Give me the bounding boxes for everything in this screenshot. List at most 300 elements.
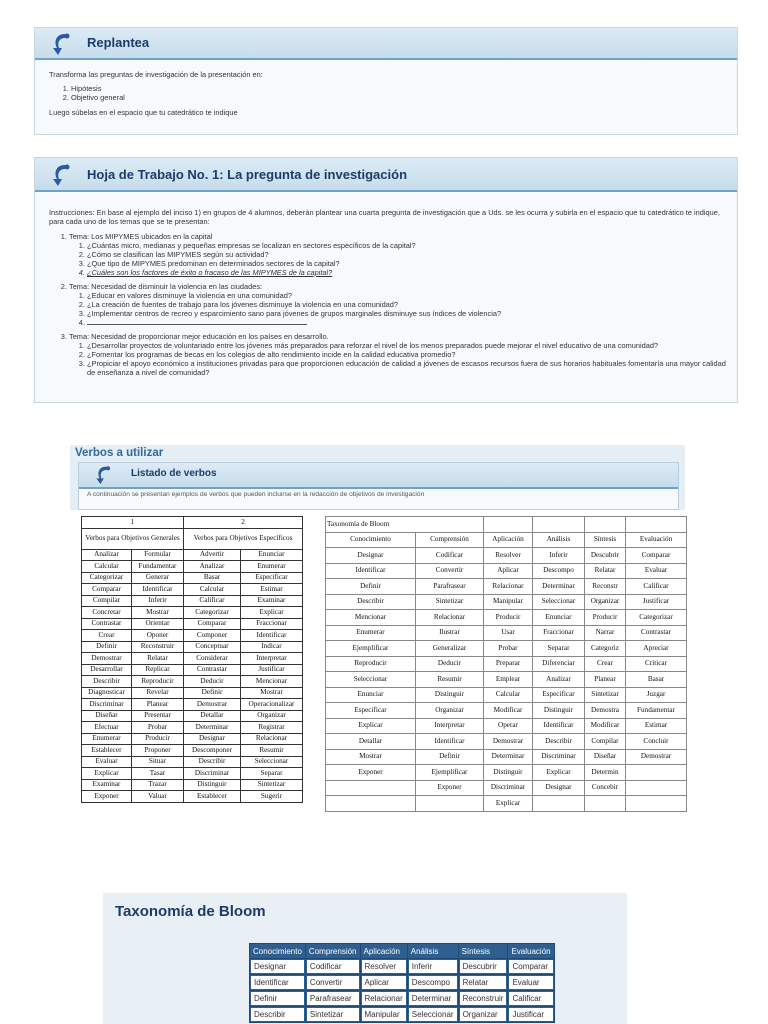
table-cell: Mostrar [326, 749, 416, 765]
table-cell: Descubrir [459, 959, 508, 974]
table-row [326, 532, 687, 548]
table-cell: Calcular [184, 584, 241, 596]
table-cell: Resumir [416, 672, 484, 688]
table-row [250, 1007, 554, 1022]
table-row [82, 791, 303, 803]
table-cell: Desarrollar [82, 664, 132, 676]
table-cell: Descompo [533, 563, 585, 579]
table-cell: Sintetizar [241, 779, 303, 791]
table-row [326, 672, 687, 688]
table-cell [626, 780, 687, 796]
table-cell: Examinar [82, 779, 132, 791]
table-row [82, 676, 303, 688]
table-cell: Detallar [184, 710, 241, 722]
column-header: Evaluación [508, 944, 553, 958]
table-row [326, 796, 687, 812]
table-cell: Seleccionar [408, 1007, 458, 1022]
table-cell: Determinar [484, 749, 533, 765]
table-cell: Explicar [533, 765, 585, 781]
table-cell: Enumerar [82, 733, 132, 745]
table-cell: Oponer [132, 630, 184, 642]
table-cell: Seleccionar [533, 594, 585, 610]
column-header: Análisis [533, 532, 585, 548]
table-row [82, 595, 303, 607]
table-cell: Especificar [326, 703, 416, 719]
table-row [326, 548, 687, 564]
table-row [82, 630, 303, 642]
pregunta-blank[interactable] [87, 318, 727, 327]
hoja-instructions: Instrucciones: En base al ejemplo del inciso 1) en grupos de 4 alumnos, deberán plantear una cuarta pregunta de investigación que a Uds. se les ocurra y subirla en el espacio que tu catedrático te indique, para cada uno de los temas que se te presentan: [49, 208, 720, 226]
table-row [82, 517, 303, 529]
listado-header [79, 463, 678, 489]
hoja-body [35, 192, 737, 402]
table-cell: Aplicar [361, 975, 407, 990]
table-cell: Sugerir [241, 791, 303, 803]
table-cell: Descomponer [184, 745, 241, 757]
table-cell: Descompo [408, 975, 458, 990]
column-header: Síntesis [459, 944, 508, 958]
table-cell: Distinguir [533, 703, 585, 719]
table-cell: Demostrar [82, 653, 132, 665]
table-cell: Exponer [416, 780, 484, 796]
table-row [82, 607, 303, 619]
table-row [326, 765, 687, 781]
lecture-icon [93, 464, 113, 486]
table-cell: Mostrar [132, 607, 184, 619]
table-cell: Determinar [408, 991, 458, 1006]
table-cell: Deducir [184, 676, 241, 688]
hoja-header [35, 158, 737, 192]
table-row [326, 563, 687, 579]
tema-label: Tema: Necesidad de proporcionar mejor educación en los países en desarrollo. [69, 332, 329, 341]
table-row [82, 572, 303, 584]
table-cell [416, 796, 484, 812]
table-cell: Describir [82, 676, 132, 688]
table-cell: Calificar [184, 595, 241, 607]
pregunta: 1. ¿Educar en valores disminuye la violencia en una comunidad? [87, 291, 727, 300]
table-cell: Contrastar [626, 625, 687, 641]
table-cell: Resolver [484, 548, 533, 564]
taxonomia-table [325, 516, 687, 812]
table-cell: Categorizar [626, 610, 687, 626]
table-cell: Exponer [326, 765, 416, 781]
table-row [82, 768, 303, 780]
table-cell: Definir [416, 749, 484, 765]
bloom-title: Taxonomía de Bloom [115, 903, 266, 920]
table-cell: Sintetizar [416, 594, 484, 610]
table-cell: Considerar [184, 653, 241, 665]
table-cell: Reproducir [132, 676, 184, 688]
replantea-item: 2. Objetivo general [71, 93, 727, 102]
table-row [82, 584, 303, 596]
table-cell: Mostrar [241, 687, 303, 699]
table-row [82, 687, 303, 699]
table-cell: Explicar [241, 607, 303, 619]
table-cell: Designar [533, 780, 585, 796]
bloom-table [249, 943, 555, 1023]
listado-title: Listado de verbos [131, 468, 217, 479]
table-cell: Calcular [82, 561, 132, 573]
bloom-section [103, 893, 627, 1024]
table-row [326, 734, 687, 750]
table-cell: Discriminar [484, 780, 533, 796]
table-cell: Deducir [416, 656, 484, 672]
table-cell: Organizar [416, 703, 484, 719]
table-cell: Resumir [241, 745, 303, 757]
table-cell: Advertir [184, 549, 241, 561]
table-cell: Discriminar [533, 749, 585, 765]
table-cell [533, 796, 585, 812]
table-cell: Explicar [484, 796, 533, 812]
table-cell: Establecer [82, 745, 132, 757]
table-cell: Producir [132, 733, 184, 745]
table-cell: Presentar [132, 710, 184, 722]
table-cell: Planear [132, 699, 184, 711]
tema-label: Tema: Los MIPYMES ubicados en la capital [69, 232, 213, 241]
table-cell: Criticar [626, 656, 687, 672]
table-row [82, 641, 303, 653]
table-cell: Generalizar [416, 641, 484, 657]
column-header: Verbos para Objetivos Generales [82, 528, 184, 549]
column-number: 1 [82, 517, 184, 529]
table-cell: Concebir [585, 780, 626, 796]
pregunta: 3. ¿Que tipo de MIPYMES predominan en determinados sectores de la capital? [87, 259, 727, 268]
table-cell: Especificar [241, 572, 303, 584]
table-cell: Describir [533, 734, 585, 750]
table-cell: Revelar [132, 687, 184, 699]
table-row [82, 618, 303, 630]
tema-item [69, 282, 727, 327]
listado-panel [78, 462, 679, 510]
table-row [326, 594, 687, 610]
table-cell: Diagnosticar [82, 687, 132, 699]
table-cell: Distinguir [184, 779, 241, 791]
table-cell: Operar [484, 718, 533, 734]
table-cell: Juzgar [626, 687, 687, 703]
column-header: Conocimiento [250, 944, 305, 958]
table-cell: Estimar [626, 718, 687, 734]
table-cell: Reproducir [326, 656, 416, 672]
table-cell: Relacionar [241, 733, 303, 745]
table-cell: Designar [184, 733, 241, 745]
table-cell: Basar [184, 572, 241, 584]
table-cell: Compilar [585, 734, 626, 750]
verbos-table [81, 516, 303, 803]
table-cell: Ejemplificar [326, 641, 416, 657]
table-caption: Taxonomía de Bloom [326, 517, 484, 533]
table-cell: Definir [326, 579, 416, 595]
table-cell: Justificar [241, 664, 303, 676]
table-cell: Crear [585, 656, 626, 672]
pregunta: 2. ¿Fomentar los programas de becas en los colegios de alto rendimiento incide en la calidad educativa promedio? [87, 350, 727, 359]
column-header: Verbos para Objetivos Específicos [184, 528, 303, 549]
table-row [250, 959, 554, 974]
table-cell: Discriminar [82, 699, 132, 711]
table-cell [326, 796, 416, 812]
column-header: Síntesis [585, 532, 626, 548]
table-cell: Usar [484, 625, 533, 641]
table-row [82, 664, 303, 676]
table-cell: Seleccionar [241, 756, 303, 768]
table-cell: Enunciar [241, 549, 303, 561]
pregunta: 1. ¿Desarrollar proyectos de voluntariado entre los jóvenes más preparados para reforzar el nivel de los menos preparados puede mejorar el nivel educativo de una comunidad? [87, 341, 727, 350]
column-header: Aplicación [484, 532, 533, 548]
table-cell: Producir [484, 610, 533, 626]
table-cell: Evaluar [626, 563, 687, 579]
table-row [326, 703, 687, 719]
tema-item [69, 332, 727, 377]
table-cell: Inferir [408, 959, 458, 974]
table-cell: Relacionar [416, 610, 484, 626]
table-cell: Probar [132, 722, 184, 734]
table-cell: Relatar [585, 563, 626, 579]
table-cell: Codificar [306, 959, 360, 974]
table-cell: Explicar [82, 768, 132, 780]
table-cell: Fraccionar [533, 625, 585, 641]
table-row [326, 610, 687, 626]
table-cell: Analizar [82, 549, 132, 561]
table-cell: Analizar [184, 561, 241, 573]
lecture-icon [49, 162, 73, 188]
table-cell: Indicar [241, 641, 303, 653]
lecture-icon [49, 31, 73, 57]
table-cell: Reconstruir [459, 991, 508, 1006]
table-cell: Calificar [626, 579, 687, 595]
table-cell: Contrastar [82, 618, 132, 630]
table-cell: Enumerar [241, 561, 303, 573]
table-cell [585, 517, 626, 533]
table-cell: Codificar [416, 548, 484, 564]
table-cell: Determinar [184, 722, 241, 734]
table-row [326, 641, 687, 657]
pregunta: 2. ¿La creación de fuentes de trabajo para los jóvenes disminuye la violencia en una comunidad? [87, 300, 727, 309]
table-cell: Identificar [416, 734, 484, 750]
table-cell: Establecer [184, 791, 241, 803]
replantea-item: 1. Hipótesis [71, 84, 727, 93]
table-cell: Detallar [326, 734, 416, 750]
table-row [82, 745, 303, 757]
column-header: Comprensión [306, 944, 360, 958]
replantea-intro: Transforma las preguntas de investigación de la presentación en: [49, 70, 263, 79]
table-cell: Modificar [585, 718, 626, 734]
column-number: 2 [184, 517, 303, 529]
table-cell: Identificar [132, 584, 184, 596]
table-cell: Distinguir [484, 765, 533, 781]
pregunta-link[interactable]: 4. ¿Cuáles son los factores de éxito o fracaso de las MIPYMES de la capital? [87, 268, 727, 277]
table-cell: Describir [250, 1007, 305, 1022]
table-cell: Justificar [626, 594, 687, 610]
pregunta: 2. ¿Cómo se clasifican las MIPYMES según su actividad? [87, 250, 727, 259]
column-header: Análisis [408, 944, 458, 958]
table-cell: Categorizar [184, 607, 241, 619]
table-cell: Relacionar [484, 579, 533, 595]
table-cell: Enunciar [533, 610, 585, 626]
table-row [82, 722, 303, 734]
tema-item [69, 232, 727, 277]
table-cell: Examinar [241, 595, 303, 607]
table-cell: Componer [184, 630, 241, 642]
table-row [326, 579, 687, 595]
table-cell: Seleccionar [326, 672, 416, 688]
table-cell: Reconstruir [132, 641, 184, 653]
table-cell: Demostra [585, 703, 626, 719]
table-row [82, 779, 303, 791]
table-cell: Designar [326, 548, 416, 564]
table-cell: Fraccionar [241, 618, 303, 630]
table-cell: Designar [250, 959, 305, 974]
table-cell: Reconstr [585, 579, 626, 595]
table-cell: Enumerar [326, 625, 416, 641]
table-row [82, 756, 303, 768]
table-row [250, 991, 554, 1006]
table-row [250, 975, 554, 990]
table-cell: Convertir [416, 563, 484, 579]
table-cell: Identificar [241, 630, 303, 642]
column-header: Evaluación [626, 532, 687, 548]
table-cell: Analizar [533, 672, 585, 688]
table-cell: Organizar [459, 1007, 508, 1022]
table-cell [626, 765, 687, 781]
table-cell: Emplear [484, 672, 533, 688]
column-header: Aplicación [361, 944, 407, 958]
table-cell: Demostrar [484, 734, 533, 750]
table-cell: Interpretar [241, 653, 303, 665]
table-cell: Diseñar [82, 710, 132, 722]
replantea-outro: Luego súbelas en el espacio que tu catedrático te indique [49, 108, 238, 117]
table-row [82, 528, 303, 549]
table-cell: Categoriz [585, 641, 626, 657]
table-cell: Exponer [82, 791, 132, 803]
table-cell: Evaluar [508, 975, 553, 990]
table-cell: Mencionar [241, 676, 303, 688]
table-cell: Definir [82, 641, 132, 653]
table-cell: Diseñar [585, 749, 626, 765]
table-cell: Parafrasear [306, 991, 360, 1006]
pregunta: 1. ¿Cuántas micro, medianas y pequeñas empresas se localizan en sectores específicos de la capital? [87, 241, 727, 250]
table-cell: Situar [132, 756, 184, 768]
table-row [326, 749, 687, 765]
table-cell: Mencionar [326, 610, 416, 626]
table-cell: Aplicar [484, 563, 533, 579]
table-cell: Registrar [241, 722, 303, 734]
table-cell: Valuar [132, 791, 184, 803]
table-cell: Calcular [484, 687, 533, 703]
replantea-title: Replantea [87, 35, 150, 50]
table-cell [585, 796, 626, 812]
table-cell [484, 517, 533, 533]
table-cell: Replicar [132, 664, 184, 676]
table-cell: Calificar [508, 991, 553, 1006]
verbos-section [70, 445, 685, 510]
table-cell: Operacionalizar [241, 699, 303, 711]
table-row [326, 656, 687, 672]
table-row [82, 653, 303, 665]
table-cell: Comparar [82, 584, 132, 596]
listado-description: A continuación se presentan ejemplos de verbos que pueden incluirse en la redacción de objetivos de investigación [87, 491, 425, 498]
table-cell: Especificar [533, 687, 585, 703]
table-cell: Parafrasear [416, 579, 484, 595]
table-cell: Sintetizar [585, 687, 626, 703]
table-cell: Enunciar [326, 687, 416, 703]
table-cell: Inferir [132, 595, 184, 607]
table-cell: Definir [184, 687, 241, 699]
table-cell: Compilar [82, 595, 132, 607]
table-cell: Identificar [250, 975, 305, 990]
table-cell: Categorizar [82, 572, 132, 584]
table-cell: Orientar [132, 618, 184, 630]
table-cell: Efectuar [82, 722, 132, 734]
table-row [326, 517, 687, 533]
table-cell: Definir [250, 991, 305, 1006]
table-cell: Diferenciar [533, 656, 585, 672]
table-cell: Modificar [484, 703, 533, 719]
table-cell: Contrastar [184, 664, 241, 676]
table-cell: Concluir [626, 734, 687, 750]
table-cell: Explicar [326, 718, 416, 734]
table-cell: Discriminar [184, 768, 241, 780]
table-cell: Tasar [132, 768, 184, 780]
table-row [326, 718, 687, 734]
table-cell: Fundamentar [626, 703, 687, 719]
table-cell: Preparar [484, 656, 533, 672]
table-cell: Crear [82, 630, 132, 642]
table-cell: Manipular [361, 1007, 407, 1022]
table-cell: Demostrar [184, 699, 241, 711]
replantea-panel [34, 27, 738, 135]
column-header: Comprensión [416, 532, 484, 548]
table-cell: Estimar [241, 584, 303, 596]
table-row [82, 733, 303, 745]
table-row [326, 625, 687, 641]
table-cell: Concretar [82, 607, 132, 619]
table-cell: Manipular [484, 594, 533, 610]
table-cell: Resolver [361, 959, 407, 974]
table-cell: Inferir [533, 548, 585, 564]
table-cell: Identificar [326, 563, 416, 579]
table-cell: Separar [241, 768, 303, 780]
table-cell: Comparar [626, 548, 687, 564]
table-cell: Apreciar [626, 641, 687, 657]
table-cell: Organizar [585, 594, 626, 610]
table-cell [626, 796, 687, 812]
table-cell [626, 517, 687, 533]
table-cell: Producir [585, 610, 626, 626]
pregunta: 3. ¿Propiciar el apoyo económico a instituciones privadas para que proporcionen educación de calidad a jóvenes de escasos recursos fuera de sus horarios habituales fomentaría una mayor calidad de enseñanza a nivel de comunidad? [87, 359, 727, 377]
table-cell: Narrar [585, 625, 626, 641]
table-cell: Relacionar [361, 991, 407, 1006]
hoja-title: Hoja de Trabajo No. 1: La pregunta de investigación [87, 167, 408, 182]
table-cell: Relatar [132, 653, 184, 665]
table-row [326, 780, 687, 796]
replantea-body [35, 60, 737, 134]
table-cell: Identificar [533, 718, 585, 734]
table-cell: Conceptuar [184, 641, 241, 653]
replantea-header [35, 28, 737, 60]
table-cell: Justificar [508, 1007, 553, 1022]
table-cell: Descubrir [585, 548, 626, 564]
table-cell: Distinguir [416, 687, 484, 703]
table-cell: Ilustrar [416, 625, 484, 641]
table-cell: Trazar [132, 779, 184, 791]
table-cell: Fundamentar [132, 561, 184, 573]
tema-label: Tema: Necesidad de disminuir la violencia en las ciudades: [69, 282, 263, 291]
verbos-title: Verbos a utilizar [75, 447, 164, 459]
table-cell: Interpretar [416, 718, 484, 734]
table-row [82, 549, 303, 561]
table-cell: Comparar [184, 618, 241, 630]
table-cell: Formular [132, 549, 184, 561]
table-cell: Basar [626, 672, 687, 688]
